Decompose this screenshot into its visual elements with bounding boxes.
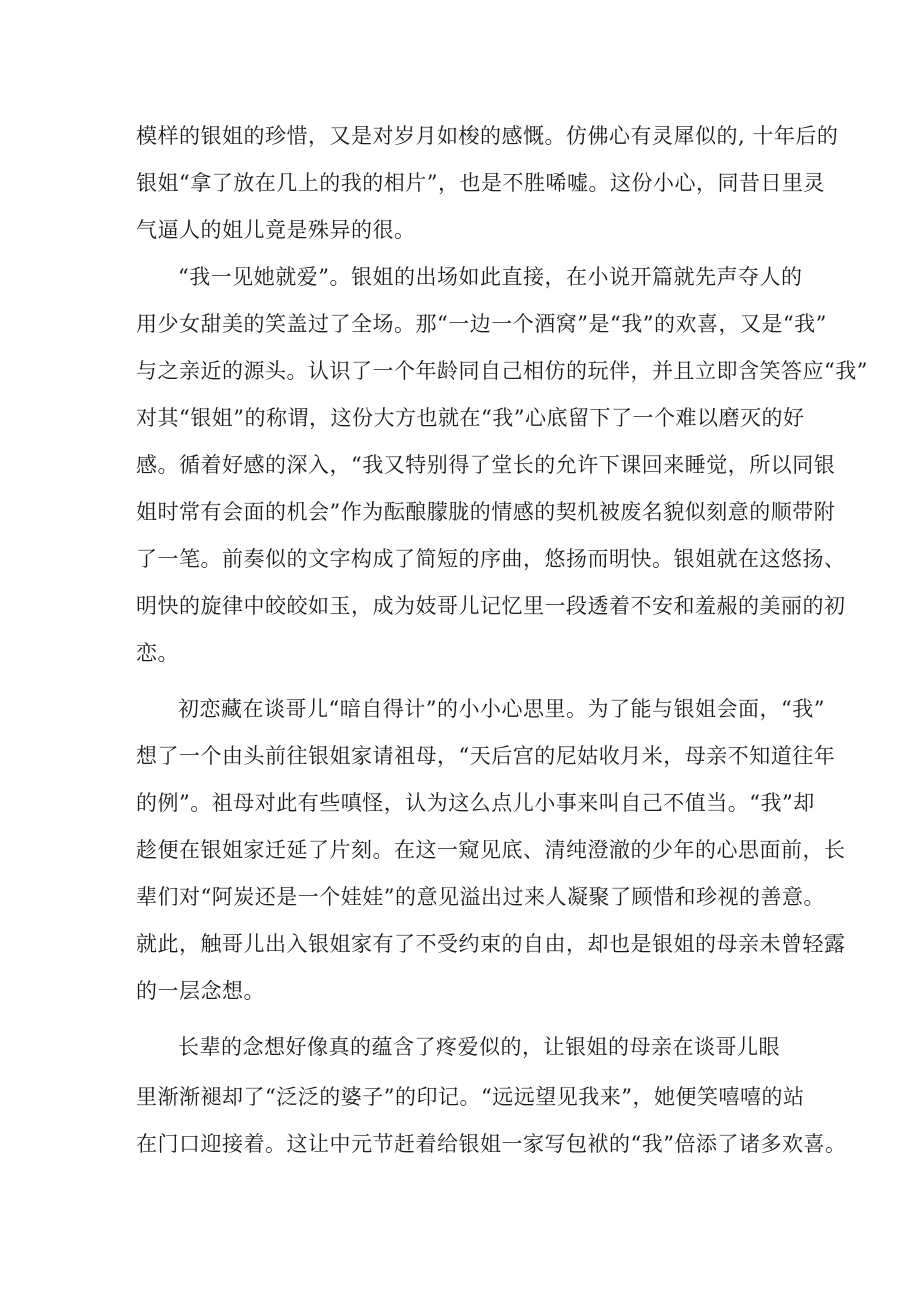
text-line: 与之亲近的源头。认识了一个年龄同自己相仿的玩伴，并且立即含笑答应“我” — [136, 359, 868, 383]
text-line: 的例”。祖母对此有些嗔怪，认为这么点儿小事来叫自己不值当。“我”却 — [136, 791, 815, 815]
text-line: 明快的旋律中皎皎如玉，成为妓哥儿记忆里一段透着不安和羞赧的美丽的初 — [136, 594, 846, 618]
text-line: 想了一个由头前往银姐家请祖母，“天后宫的尼姑收月米，母亲不知道往年 — [136, 744, 836, 768]
text-line: 恋。 — [136, 641, 179, 665]
text-line: 辈们对“阿炭还是一个娃娃”的意见溢出过来人凝聚了顾惜和珍视的善意。 — [136, 885, 825, 909]
text-line: 银姐“拿了放在几上的我的相片”，也是不胜唏嘘。这份小心，同昔日里灵 — [136, 171, 825, 195]
text-line: 的一层念想。 — [136, 979, 265, 1003]
text-line: 里渐渐褪却了“泛泛的婆子”的印记。“远远望见我来”，她便笑嘻嘻的站 — [136, 1085, 805, 1109]
text-line: 模样的银姐的珍惜，又是对岁月如梭的感慨。仿佛心有灵犀似的, 十年后的 — [136, 124, 839, 148]
text-line: 姐时常有会面的机会”作为酝酿朦胧的情感的契机被废名貌似刻意的顺带附 — [136, 500, 836, 524]
text-line: 在门口迎接着。这让中元节赶着给银姐一家写包袱的“我”倍添了诸多欢喜。 — [136, 1132, 847, 1156]
text-line: “我一见她就爱”。银姐的出场如此直接，在小说开篇就先声夺人的 — [178, 265, 803, 289]
text-line: 就此，触哥儿出入银姐家有了不受约束的自由，却也是银姐的母亲未曾轻露 — [136, 932, 846, 956]
text-line: 趁便在银姐家迁延了片刻。在这一窥见底、清纯澄澈的少年的心思面前，长 — [136, 838, 846, 862]
text-line: 对其“银姐”的称谓，这份大方也就在“我”心底留下了一个难以磨灭的好 — [136, 406, 805, 430]
text-line: 感。循着好感的深入，“我又特别得了堂长的允许下课回来睡觉，所以同银 — [136, 453, 836, 477]
text-line: 用少女甜美的笑盖过了全场。那“一边一个酒窝”是“我”的欢喜，又是“我” — [136, 312, 827, 336]
text-line: 长辈的念想好像真的蕴含了疼爱似的，让银姐的母亲在谈哥儿眼 — [178, 1035, 780, 1059]
text-line: 气逼人的姐儿竟是殊异的很。 — [136, 218, 416, 242]
text-line: 了一笔。前奏似的文字构成了简短的序曲，悠扬而明快。银姐就在这悠扬、 — [136, 547, 846, 571]
text-line: 初恋藏在谈哥儿“暗自得计”的小小心思里。为了能与银姐会面，“我” — [178, 697, 825, 721]
